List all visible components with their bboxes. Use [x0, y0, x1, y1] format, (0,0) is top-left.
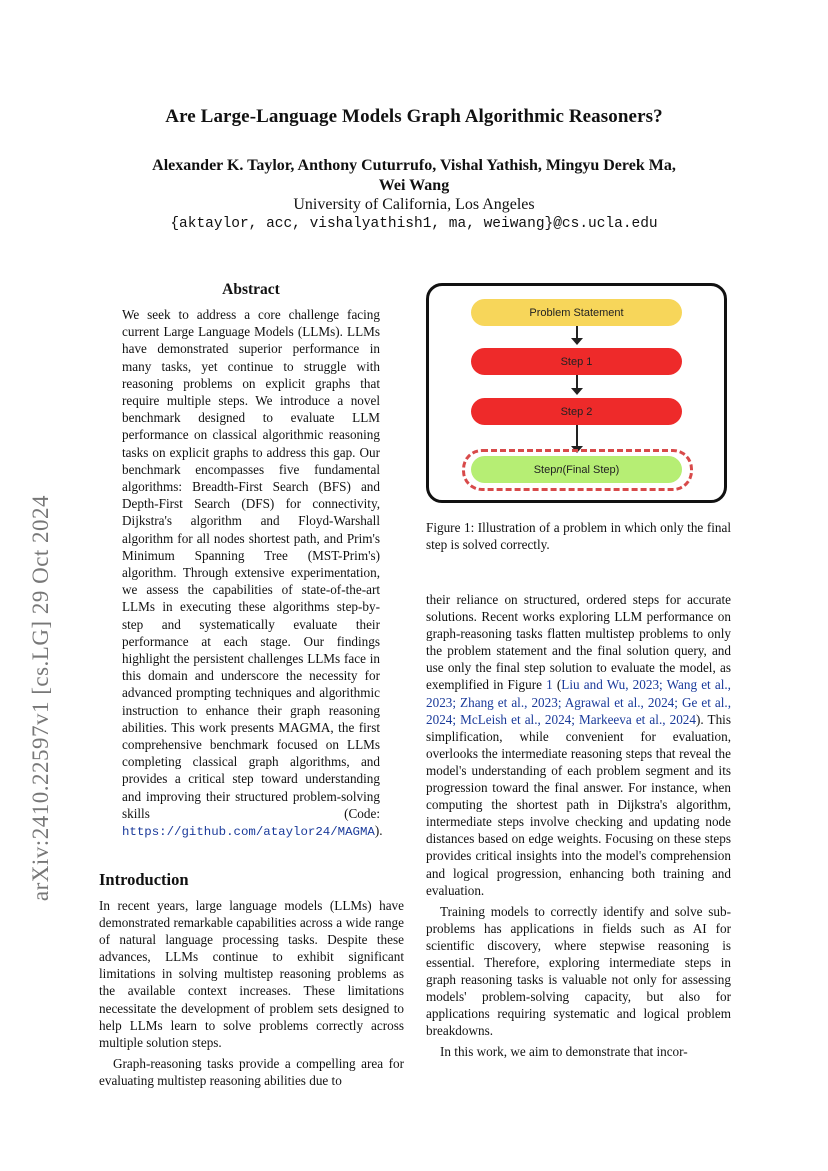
figure-step-problem-statement: Problem Statement [471, 299, 682, 326]
figure-step-1: Step 1 [471, 348, 682, 375]
paper-title: Are Large-Language Models Graph Algorithmic Reasoners? [165, 106, 663, 127]
figure-arrow-3 [576, 425, 578, 447]
figure-1-caption: Figure 1: Illustration of a problem in which only the final step is solved correctly. [426, 520, 731, 553]
right-paragraph-3: In this work, we aim to demonstrate that incor- [440, 1044, 688, 1060]
right-paragraph-2: Training models to correctly identify and solve sub-problems has applications in fields such as AI for scientific discovery, where stepwise reasoning is essential. Therefore, exploring intermediate steps in graph reasoning tasks is valuable not only for assessing models' problem-solving capacity, but also for applications requiring systematic and logical problem breakdowns. [426, 903, 731, 1039]
right-column-body [426, 591, 731, 1061]
figure-arrow-2 [576, 375, 578, 389]
figure-arrowhead-2 [571, 388, 583, 395]
final-step-variable: n [556, 463, 563, 476]
authors-line-2: Wei Wang [378, 177, 450, 194]
affiliation: University of California, Los Angeles [293, 196, 535, 213]
figure-step-final [471, 456, 682, 483]
abstract-text: We seek to address a core challenge facing current Large Language Models (LLMs). LLMs have demonstrated superior performance in many tasks, yet continue to struggle with reasoning problems on explicit graphs that require multiple steps. We introduce a novel benchmark designed to evaluate LLM performance on classical algorithmic reasoning tasks on explicit graphs to address this gap. Our benchmark encompasses five fundamental algorithms: Breadth-First Search (BFS) and Depth-First Search (DFS) for connectivity, Dijkstra's algorithm and Floyd-Warshall algorithm for all nodes shortest path, and Prim's Minimum Spanning Tree (MST-Prim's) algorithm. Through extensive experimentation, we assess the capabilities of state-of-the-art LLMs in executing these algorithms step-by-step and systematically evaluate their performance at each stage. Our findings highlight the persistent challenges LLMs face in this domain and underscore the necessity for advanced prompting techniques and algorithmic instruction to enhance their graph reasoning abilities. This work presents MAGMA, the first comprehensive benchmark focused on LLMs completing classical graph algorithms, and provides a critical step toward understanding and improving their structured problem-solving skills (Code: [122, 307, 380, 821]
figure-step-2: Step 2 [471, 398, 682, 425]
intro-paragraph-2: Graph-reasoning tasks provide a compelling area for evaluating multistep reasoning abilities due to [99, 1055, 404, 1088]
abstract-tail: ). [374, 823, 383, 839]
author-list [80, 156, 748, 196]
figure-arrowhead-1 [571, 338, 583, 345]
final-step-suffix: (Final Step) [562, 463, 620, 476]
right-paragraph-1-text-b: ). This simplification, while convenient for evaluation, overlooks the intermediate reasoning steps that reveal the model's understanding of each problem segment and its progression toward the final answer. For instance, when computing the shortest path in Dijkstra's algorithm, intermediate steps involve checking and updating node distances based on edge weights. Focusing on these steps provides critical insights into the model's comprehension and logical progression, enhancing both training and evaluation. [426, 711, 731, 898]
right-paragraph-1-text-a: their reliance on structured, ordered steps for accurate solutions. Recent works exploring LLM performance on graph-reasoning tasks flatten multistep problems to only the problem statement and the final solution query, and use only the final step solution to evaluate the model, as exemplified in Figure [426, 592, 731, 693]
intro-paragraph-1: In recent years, large language models (LLMs) have demonstrated remarkable capabilities across a wide range of natural language processing tasks. Despite these advances, LLMs continue to exhibit significant limitations in solving multistep reasoning problems as the available context increases. These limitations necessitate the development of problem sets designed to help LLMs learn to solve problems correctly across multiple solution steps. [99, 898, 404, 1050]
section-heading-introduction: Introduction [99, 870, 189, 889]
author-emails: {aktaylor, acc, vishalyathish1, ma, weiwang}@cs.ucla.edu [170, 216, 658, 232]
introduction-body [99, 897, 404, 1089]
authors-line-1: Alexander K. Taylor, Anthony Cuturrufo, Vishal Yathish, Mingyu Derek Ma, [152, 157, 676, 174]
abstract-heading: Abstract [222, 281, 280, 298]
code-link[interactable]: https://github.com/ataylor24/MAGMA [122, 825, 375, 840]
right-paragraph-1 [426, 591, 731, 899]
arxiv-identifier: arXiv:2410.22597v1 [cs.LG] 29 Oct 2024 [28, 494, 53, 902]
figure-1-reference[interactable]: 1 [546, 677, 553, 693]
final-step-prefix: Step [533, 463, 557, 476]
citation-open-paren: ( [552, 677, 562, 693]
abstract-body [122, 306, 383, 841]
citation-list[interactable]: Liu and Wu, 2023; Wang et al., 2023; Zhang et al., 2023; Agrawal et al., 2024; Ge et al., 2024; McLeish et al., 2024; Markeeva et al., 2024 [426, 677, 731, 727]
